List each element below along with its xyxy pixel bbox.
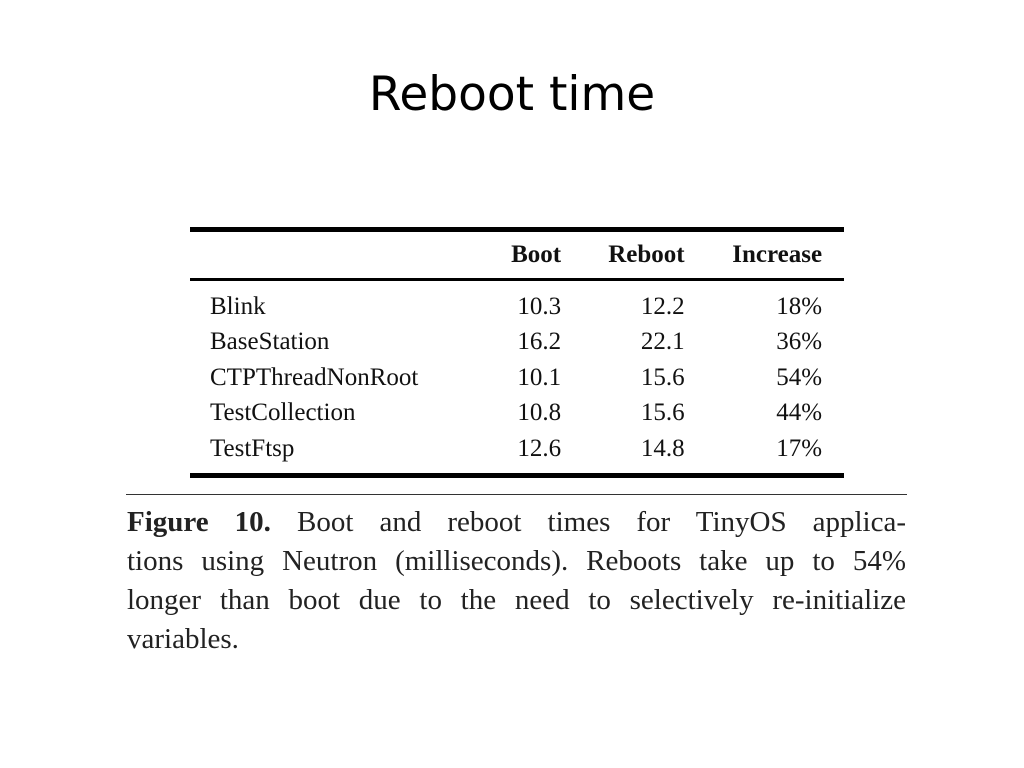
header-cell-spacer: [822, 232, 844, 278]
row-increase-value: 36%: [776, 328, 823, 356]
table-bottom-rule: [190, 473, 844, 478]
reboot-time-table: [190, 227, 844, 478]
caption-line: [127, 503, 906, 542]
row-app-name: Blink: [210, 292, 266, 320]
caption-line: tions using Neutron (milliseconds). Reboots take up to 54%: [127, 545, 906, 577]
row-reboot-value: 15.6: [640, 399, 685, 427]
row-boot-value: 16.2: [517, 328, 562, 356]
table-row: [190, 325, 844, 361]
row-boot-value: 10.3: [517, 292, 562, 320]
data-table: [190, 232, 844, 473]
row-increase-value: 54%: [776, 363, 823, 391]
caption-label: Figure 10.: [127, 506, 271, 538]
caption-divider: [126, 494, 907, 495]
figure-caption: [127, 503, 906, 659]
header-cell-increase: Increase: [732, 241, 823, 268]
row-app-name: TestCollection: [210, 399, 356, 427]
table-row: [190, 431, 844, 473]
row-app-name: BaseStation: [210, 328, 330, 356]
row-reboot-value: 22.1: [640, 328, 685, 356]
row-boot-value: 12.6: [517, 434, 562, 462]
header-cell-reboot: Reboot: [608, 241, 685, 268]
header-cell-app: [190, 232, 500, 278]
table-row: [190, 396, 844, 432]
row-reboot-value: 12.2: [640, 292, 685, 320]
table-row: [190, 360, 844, 396]
caption-line: variables.: [127, 623, 239, 655]
table-row: [190, 281, 844, 325]
row-boot-value: 10.1: [517, 363, 562, 391]
row-increase-value: 44%: [776, 399, 823, 427]
row-reboot-value: 14.8: [640, 434, 685, 462]
row-app-name: CTPThreadNonRoot: [210, 363, 419, 391]
table-header-row: [190, 232, 844, 278]
header-cell-boot: Boot: [511, 241, 562, 268]
row-app-name: TestFtsp: [210, 434, 295, 462]
row-increase-value: 17%: [776, 434, 823, 462]
slide-title: Reboot time: [368, 67, 656, 122]
row-reboot-value: 15.6: [640, 363, 685, 391]
row-boot-value: 10.8: [517, 399, 562, 427]
row-increase-value: 18%: [776, 292, 823, 320]
caption-text: Boot and reboot times for TinyOS applica-: [297, 506, 907, 538]
caption-line: longer than boot due to the need to selectively re-initialize: [127, 584, 906, 616]
